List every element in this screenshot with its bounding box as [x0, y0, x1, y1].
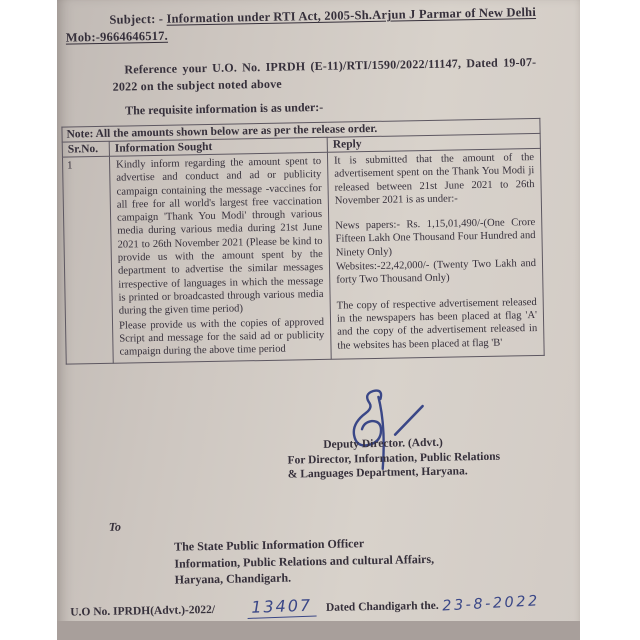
letter-content: [51, 0, 586, 640]
signatory-role: Deputy Director. (Advt.): [323, 436, 443, 451]
signatory-dept-line: & Languages Department, Haryana.: [287, 465, 468, 481]
header-reply: Reply: [327, 133, 540, 152]
subject-label: Subject: -: [109, 11, 164, 27]
addressee-line-3: Haryana, Chandigarh.: [174, 570, 292, 587]
uo-number: U.O No. IPRDH(Advt.)-2022/: [70, 603, 216, 619]
header-sr-no: Sr.No.: [62, 141, 109, 157]
handwritten-date: 23-8-2022: [442, 593, 541, 615]
reference-paragraph: Reference your U.O. No. IPRDH (E-11)/RTI/1590/2022/11147, Dated 19-07-2022 on the subject noted above: [112, 54, 537, 94]
table-row: [62, 148, 544, 364]
reply-paragraph-1: It is submitted that the amount of the advertisement spent on the Thank You Modi ji released between 21st June 2021 to 26th November 2021 is as under:-: [333, 152, 535, 207]
desk-surface-band: [57, 621, 580, 640]
info-paragraph-1: Kindly inform regarding the amount spent to advertise and conduct and ad or publicity campaign containing the message -vaccines for all free for all world's largest free vaccination campaign 'Thank You Modi' through various media during various media during 21st June 2021 to 26th November 2021 (Please be kind to provide us with the amount spent by the department to advertise the similar messages irrespective of languages in which the message is printed or broadcasted through various media during the given time period): [116, 155, 324, 317]
addressee-line-1: The State Public Information Officer: [174, 536, 365, 554]
reply-paragraph-2: News papers:- Rs. 1,15,01,490/-(One Crore Fifteen Lakh One Thousand Four Hundred and Ninety Only): [335, 217, 536, 259]
subject-line: [65, 3, 568, 46]
cell-sr-no: 1: [62, 156, 113, 364]
paper-sheet: [57, 0, 580, 640]
information-table: [61, 118, 543, 365]
cell-reply: [327, 148, 544, 359]
handwritten-diary-number: 13407: [247, 596, 317, 619]
intro-line: The requisite information is as under:-: [125, 99, 324, 118]
signature-slash: [395, 406, 424, 435]
footer-line: [70, 591, 578, 621]
dated-label: Dated Chandigarh the.: [325, 599, 439, 614]
reply-paragraph-4: The copy of respective advertisement released in the newspapers has been placed at flag 'A' and the copy of the advertisement released in the websites has been placed at flag 'B': [336, 296, 538, 352]
to-label: To: [108, 519, 122, 534]
reply-paragraph-3: Websites:-22,42,000/- (Twenty Two Lakh and forty Two Thousand Only): [335, 258, 537, 287]
signatory-for-line: For Director, Information, Public Relations: [287, 450, 501, 467]
addressee-block: [174, 534, 435, 588]
addressee-line-2: Information, Public Relations and cultural Affairs,: [174, 551, 435, 571]
cell-information-sought: [109, 152, 331, 363]
signatory-block: [287, 434, 544, 482]
header-information-sought: Information Sought: [109, 137, 327, 156]
subject-text: Information under RTI Act, 2005-Sh.Arjun J Parmar of New Delhi Mob:-9664646517.: [65, 4, 537, 45]
info-paragraph-2: Please provide us with the copies of approved Script and message for the said ad or publicity campaign during the above time period: [118, 316, 325, 358]
table-note: Note: All the amounts shown below are as per the release order.: [62, 118, 540, 142]
